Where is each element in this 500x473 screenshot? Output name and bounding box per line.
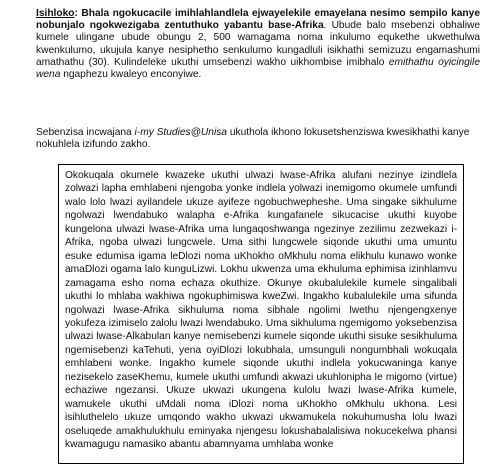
study-guide-note [36, 127, 480, 151]
assignment-instructions [36, 8, 480, 81]
boxed-passage [58, 164, 464, 464]
topic-label: Isihloko [36, 8, 75, 19]
instructions-body: . Ubude balo msebenzi obhaliwe kumele ulingane ubude obungu 2, 500 wamagama noma inkulumo equkethe ukwethulwa kwenkulumo, ukujula kanye nesiphetho senkulumo kungadluli isikhathi semizuzu engamashumi amathathu (30). Kulindeleke ukuthi umsebenzi wakho uikhombise imibhalo [36, 20, 480, 68]
instructions-tail: ngaphezu kwaleyo enconyiwe. [60, 69, 202, 81]
boxed-passage-text: Okokuqala okumele kwazeke ukuthi ulwazi lwase-Afrika alufani nezinye izindlela zolwazi lapha emhlabeni njengoba yonke indlela yolwazi inemigomo okumele umfundi walo lolo lwazi ayilandele ukuze ayifeze ngobuchwepheshe. Uma singake sikhulume ngolwazi lwendabuko walapha e-Afrika kungafanele sikucacise ukuthi kuyobe kungelona ulwazi lwase-Afrika uma lungaqoshwanga ngezinye zezilimu zezwekazi i-Afrika, ngoba ulwazi lungcwele. Uma sithi lungcwele siqonde ukuthi uma umuntu esuke edumisa igama leDlozi noma uKhokho oMkhulu noma elikhulu kunawo wonke amaDlozi ogama lalo kunguLizwi. Lokhu ukwenza uma ekhuluma ephimisa izinhlamvu zamagama esho noma echaza okuthize. Okunye okubalulekile kumele singalibali ukuthi lo mhlaba wakhiwa ngokuphimiswa kweZwi. Ingakho kubalulekile uma sifunda ngolwazi lwase-Afrika sikhuluma noma sibhale ngolimi lwethu njengengxenye yokufeza izimiselo zalolu lwazi lwendabuko. Uma sikhuluma ngemigomo yoksebenzisa ulwazi lwase-Alkabulan kanye nemisebenzi kumele siqonde ukuthi sisuke sesikhuluma ngemisebenzi kaTehuti, yena oyiDlozi lokubhala, umsunguli nongumbhali wokuqala emhlabeni wonke. Ingakho kumele siqonde ukuthi indlela yokucwaninga kanye nezisekelo zaseKhemu, kumele ukuthi umfundi akwazi ukuhloniphа le migomo (virtue) echaziwe ngezansi. Ukuze ukwazi ukungena kulolu lwazi lwase-Afrika kumele, wamukele ukuthi uMdali noma iDlozi noma uKhokho oMkhulu ukhona. Lesi isihluthelelo ukuze umqondo wakho ukwazi ukwamukela nokuhumusha lolu lwazi oseluqede amakhulukhulu eminyaka njengesu lokushabalalisiwa nokucekelwa phansi kwamagugu namasiko abantu abamnyama umhlaba wonke [65, 170, 457, 451]
topic-statement: : Bhala ngokucacile imihlahlandlela ejwayelekile emayelana nesimo sempilo kanye nobunjalo ngokwezigaba zentuthuko yabantu base-Afrika [36, 8, 480, 32]
study-note-after: ukuthola ikhono lokusetshenziswa kwesikhathi kanye nokuhlela izifundo zakho. [36, 127, 470, 151]
instructions-emphasis: emithathu oyicingile wena [36, 56, 480, 81]
study-note-title: i-my Studies@Unisa [134, 127, 227, 138]
study-note-before: Sebenzisa incwajana [36, 127, 135, 138]
